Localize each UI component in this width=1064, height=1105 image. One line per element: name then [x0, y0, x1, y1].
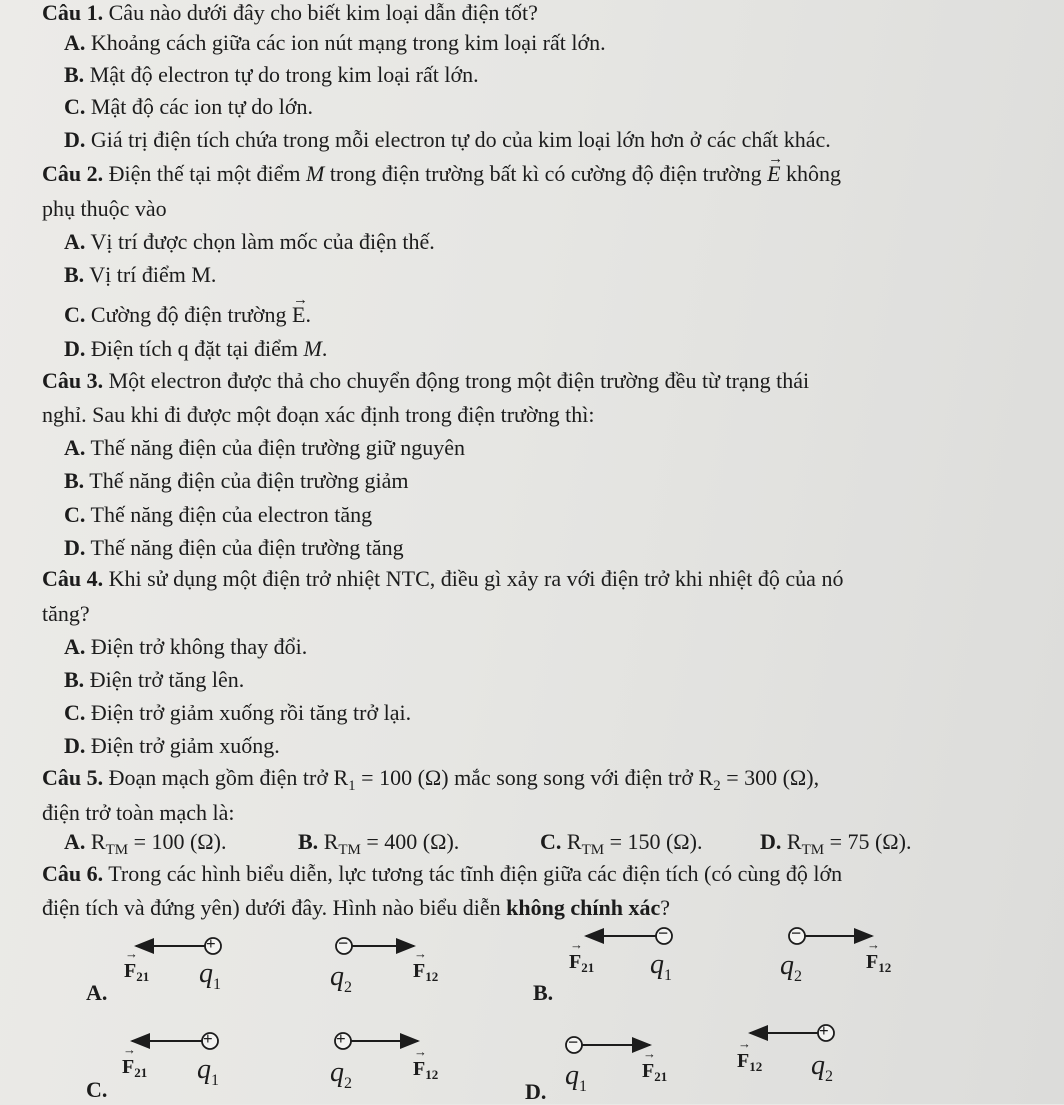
q2-option-a[interactable]: A. Vị trí được chọn làm mốc của điện thế.	[64, 229, 435, 254]
q5-option-d[interactable]: D. $R_{TM} = 75$ (Ω).	[760, 829, 912, 858]
figure-d-f21-label: → $F_{21}$	[642, 1046, 668, 1084]
q4-option-a[interactable]: A. Điện trở không thay đổi.	[64, 634, 308, 659]
figure-c-q2-label: $q_2$	[330, 1057, 352, 1092]
q1-option-d[interactable]: D. Giá trị điện tích chứa trong mỗi electron tự do của kim loại lớn hơn ở các chất khác.	[64, 127, 831, 152]
q2-stem-line2: phụ thuộc vào	[42, 196, 167, 221]
figure-a-q1-label: $q_1$	[199, 958, 221, 993]
figure-b-label: B.	[533, 980, 554, 1005]
figure-c-charge-2-sign: +	[336, 1029, 346, 1048]
figure-a-charge-2-sign: −	[338, 933, 349, 953]
q3-stem: Câu 3. Một electron được thả cho chuyển động trong một điện trường đều từ trạng thái	[42, 368, 810, 393]
q6-stem: Câu 6. Trong các hình biểu diễn, lực tương tác tĩnh điện giữa các điện tích (có cùng độ lớn	[42, 861, 843, 886]
q5-stem: Câu 5. Đoạn mạch gồm điện trở $R_1 = 100$ (Ω) mắc song song với điện trở $R_2 = 300$ (Ω),	[42, 765, 820, 794]
q2-stem: Câu 2. Điện thế tại một điểm M trong điện trường bất kì có cường độ điện trường → E không	[42, 161, 841, 187]
figure-c[interactable]	[132, 1033, 418, 1049]
q2-option-d[interactable]: D. Điện tích q đặt tại điểm M.	[64, 336, 328, 361]
q1-option-b[interactable]: B. Mật độ electron tự do trong kim loại rất lớn.	[64, 62, 479, 87]
q4-option-b[interactable]: B. Điện trở tăng lên.	[64, 667, 245, 692]
figure-b-q2-label: $q_2$	[780, 950, 802, 985]
q4-option-c[interactable]: C. Điện trở giảm xuống rồi tăng trở lại.	[64, 700, 412, 725]
q6-stem-line2: điện tích và đứng yên) dưới đây. Hình nào biểu diễn không chính xác?	[42, 895, 670, 920]
figure-a-f12-label: → $F_{12}$	[413, 946, 439, 984]
q3-option-b[interactable]: B. Thế năng điện của điện trường giảm	[64, 468, 409, 493]
figure-b-charge-2-sign: −	[791, 923, 802, 943]
figure-a[interactable]	[136, 938, 414, 954]
figure-d-charge-2-sign: +	[819, 1021, 829, 1040]
figure-d-label: D.	[525, 1079, 547, 1104]
q5-option-b[interactable]: B. $R_{TM} = 400$ (Ω).	[298, 829, 460, 858]
q5-option-a[interactable]: A. $R_{TM} = 100$ (Ω).	[64, 829, 227, 858]
q5-stem-line2: điện trở toàn mạch là:	[42, 800, 235, 825]
figure-a-label: A.	[86, 980, 108, 1005]
figure-d-q2-label: $q_2$	[811, 1050, 833, 1085]
q3-stem-line2: nghỉ. Sau khi đi được một đoạn xác định trong điện trường thì:	[42, 402, 595, 427]
q4-option-d[interactable]: D. Điện trở giảm xuống.	[64, 733, 280, 758]
figure-d-charge-1-sign: −	[568, 1032, 579, 1052]
figure-c-f12-label: → $F_{12}$	[413, 1044, 439, 1082]
q2-option-b[interactable]: B. Vị trí điểm M.	[64, 262, 217, 287]
q2-option-c[interactable]: C. Cường độ điện trường → E.	[64, 302, 311, 328]
figure-c-q1-label: $q_1$	[197, 1054, 219, 1089]
figure-c-charge-1-sign: +	[203, 1029, 213, 1048]
q1-option-a[interactable]: A. Khoảng cách giữa các ion nút mạng trong kim loại rất lớn.	[64, 30, 606, 55]
q4-stem: Câu 4. Khi sử dụng một điện trở nhiệt NTC, điều gì xảy ra với điện trở khi nhiệt độ của nó	[42, 566, 844, 591]
figure-c-label: C.	[86, 1077, 108, 1102]
figure-b-f21-label: → $F_{21}$	[569, 937, 595, 975]
figure-b-charge-1-sign: −	[658, 923, 669, 943]
q1-stem: Câu 1. Câu nào dưới đây cho biết kim loại dẫn điện tốt?	[42, 0, 538, 25]
q1-option-c[interactable]: C. Mật độ các ion tự do lớn.	[64, 94, 314, 119]
figure-a-charge-1-sign: +	[206, 934, 216, 953]
figure-d-f12-label: → $F_{12}$	[737, 1036, 763, 1074]
figure-c-f21-label: → $F_{21}$	[122, 1042, 148, 1080]
figure-b-f12-label: → $F_{12}$	[866, 937, 892, 975]
figure-a-q2-label: $q_2$	[330, 961, 352, 996]
figure-d[interactable]	[566, 1025, 834, 1053]
figure-b[interactable]	[586, 928, 872, 944]
q5-option-c[interactable]: C. $R_{TM} = 150$ (Ω).	[540, 829, 703, 858]
q3-option-d[interactable]: D. Thế năng điện của điện trường tăng	[64, 535, 404, 560]
q4-stem-line2: tăng?	[42, 601, 90, 626]
figure-a-f21-label: → $F_{21}$	[124, 946, 150, 984]
figure-d-q1-label: $q_1$	[565, 1060, 587, 1095]
q3-option-a[interactable]: A. Thế năng điện của điện trường giữ nguyên	[64, 435, 466, 460]
q3-option-c[interactable]: C. Thế năng điện của electron tăng	[64, 502, 373, 527]
figure-b-q1-label: $q_1$	[650, 949, 672, 984]
